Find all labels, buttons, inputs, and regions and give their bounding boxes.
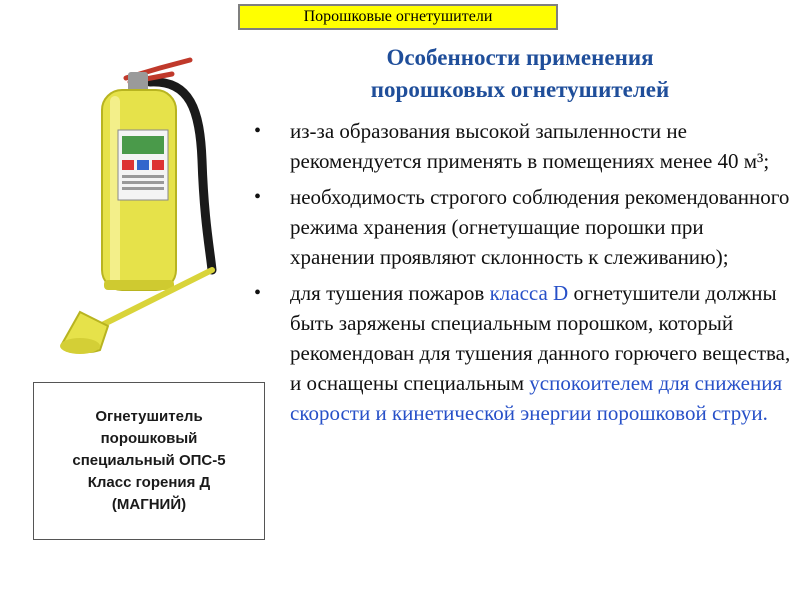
list-item (252, 278, 792, 428)
caption-line: порошковый (100, 430, 198, 447)
caption-line: (МАГНИЙ) (111, 496, 187, 513)
list-item (252, 116, 792, 176)
class-d-highlight: класса D (489, 281, 569, 305)
banner-title: Порошковые огнетушители (303, 8, 493, 25)
calmer-highlight: успокоителем для снижения скорости и кинетической энергии порошковой струи. (290, 371, 783, 425)
title-banner (238, 4, 558, 30)
bullet-icon: • (254, 282, 262, 304)
feature-list (252, 116, 792, 434)
fire-extinguisher-image (40, 50, 260, 380)
bullet-icon: • (254, 186, 262, 208)
list-item (252, 182, 792, 272)
caption-line: Огнетушитель (95, 408, 203, 425)
heading-line-2: порошковых огнетушителей (370, 77, 670, 102)
section-heading (270, 42, 770, 106)
heading-line-1: Особенности применения (386, 45, 654, 70)
bullet-text: из-за образования высокой запыленности не рекомендуется применять в помещениях менее 40 м³; (290, 119, 770, 173)
caption-line: специальный ОПС-5 (72, 452, 226, 469)
bullet-text-pre: для тушения пожаров (290, 281, 490, 305)
bullet-text-mid: огнетушители должны быть заряжены специальным порошком, который рекомендован для тушения данного горючего вещества, и оснащены специальным (290, 281, 791, 395)
bullet-text: необходимость строгого соблюдения рекомендованного режима хранения (огнетушащие порошки при хранении проявляют склонность к слеживанию); (290, 185, 790, 269)
caption-box (33, 382, 265, 540)
caption-line: Класс горения Д (87, 474, 211, 491)
bullet-icon: • (254, 120, 262, 142)
